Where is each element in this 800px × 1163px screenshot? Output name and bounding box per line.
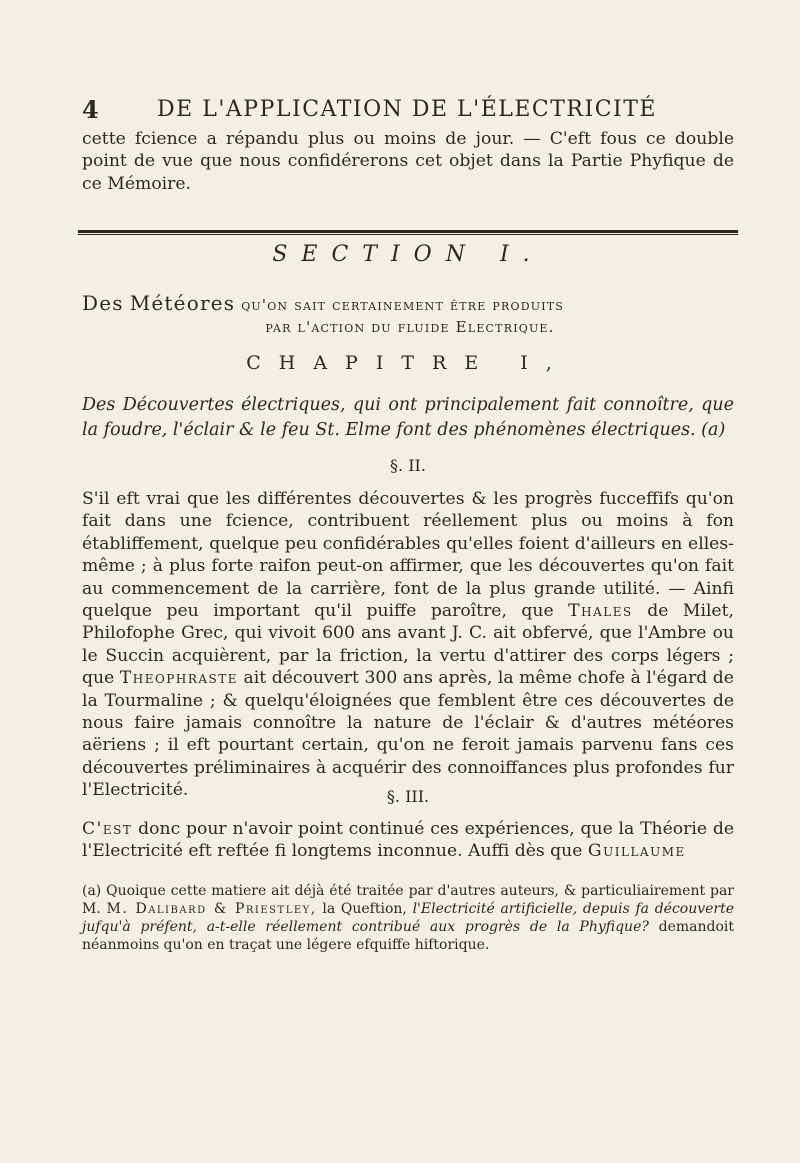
section-title: SECTION I. xyxy=(272,242,544,267)
name-guillaume: Guillaume xyxy=(587,841,686,862)
paragraph-2-end: ait découvert 300 ans après, la même chofe à l'égard de la Tourmaline ; & quelqu'éloignées que femblent être ces découvertes de nous faire jamais connoître la nature de l'éclair & d'autres météores aëriens ; il eft pourtant certain, qu'on ne feroit jamais parvenu fans ces découvertes préliminaires à acquérir des connoiffances plus profondes fur l'Electricité. xyxy=(82,668,734,801)
chapter-title: CHAPITRE I, xyxy=(246,352,570,374)
footnote-names: M. Dalibard & Priestley, xyxy=(106,901,317,917)
chapter-description: Des Découvertes électriques, qui ont principalement fait connoître, que la foudre, l'éclair & le feu St. Elme font des phénomènes électriques. (a) xyxy=(82,395,734,440)
name-theophraste: Theophraste xyxy=(119,668,239,689)
paragraph-2 xyxy=(82,488,734,802)
section-rule-thin xyxy=(78,234,738,235)
section-heading-word-2: Météores xyxy=(129,291,236,315)
footnote-b: la Queftion, xyxy=(322,901,407,917)
name-thales: Thales xyxy=(568,601,633,622)
paragraph-2-start: S'il eft vrai que les différentes découvertes & les progrès fucceffifs qu'on fait dans une fcience, contribuent réellement plus ou moins à fon établiffement, quelque peu confidérables qu'elles foient d'ailleurs en elles-même ; à plus forte raifon peut-on affirmer, que les découvertes qu'on fait au commencement de la carrière, font de la plus grande utilité. — Ainfi quelque peu important qu'il puiffe paroître, que xyxy=(82,489,734,622)
paragraph-3-text: donc pour n'avoir point continué ces expériences, que la Théorie de l'Electricité eft reftée fi longtems inconnue. Auffi dès que xyxy=(82,819,734,862)
section-heading-line-2: par l'action du fluide Electrique. xyxy=(265,318,555,336)
intro-paragraph: cette fcience a répandu plus ou moins de jour. — C'eft fous ce double point de vue que nous confidérerons cet objet dans la Partie Phyfique de ce Mémoire. xyxy=(82,129,734,194)
paragraph-2-mid: de Milet, Philofophe Grec, qui vivoit 600 ans avant J. C. ait obfervé, que l'Ambre ou le Succin acquièrent, par la friction, la vertu d'attirer des corps légers ; que xyxy=(82,601,734,689)
footnote-question: l'Electricité artificielle, depuis fa découverte jufqu'à préfent, a-t-elle réellement contribué aux progrès de la Phyfique? xyxy=(82,901,735,935)
section-heading-rest: qu'on sait certainement être produits xyxy=(241,296,565,314)
running-head-title: DE L'APPLICATION DE L'ÉLECTRICITÉ xyxy=(157,96,657,122)
section-heading-word-1: Des xyxy=(82,291,124,315)
footnote-d: demandoit néanmoins qu'on en traçat une légere efquiffe hiftorique. xyxy=(82,919,735,953)
section-rule xyxy=(78,230,738,233)
paragraph-mark-3: §. III. xyxy=(386,787,430,806)
section-heading xyxy=(82,292,738,338)
footnote xyxy=(82,882,734,954)
running-head xyxy=(82,92,722,126)
page-number: 4 xyxy=(82,94,99,124)
paragraph-3 xyxy=(82,818,734,863)
paragraph-3-start: C'est xyxy=(82,819,133,839)
footnote-a: (a) Quoique cette matiere ait déjà été traitée par d'autres auteurs, & particuliairement par M. xyxy=(82,883,734,917)
paragraph-mark-2: §. II. xyxy=(390,456,426,475)
